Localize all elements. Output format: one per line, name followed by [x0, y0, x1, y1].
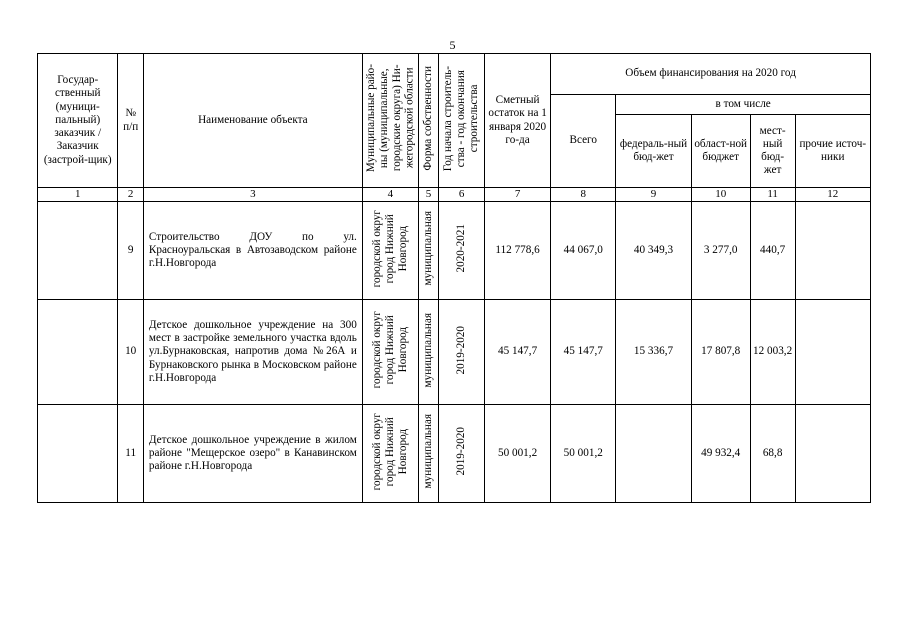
table-row [38, 299, 871, 404]
customer-cell [38, 299, 118, 404]
col-num: 10 [691, 188, 750, 202]
col-num: 5 [418, 188, 438, 202]
other-cell [795, 201, 870, 299]
header-funding: Объем финансирования на 2020 год [551, 54, 871, 95]
district-line: город Нижний [383, 315, 396, 385]
district-header-line: жегородской области [403, 68, 416, 169]
years-cell [439, 201, 485, 299]
district-cell [362, 201, 418, 299]
district-cell-text [371, 311, 410, 388]
years-cell-text: 2019-2020 [455, 325, 468, 375]
table-row [38, 201, 871, 299]
row-number: 11 [118, 404, 143, 502]
regional-cell: 3 277,0 [691, 201, 750, 299]
federal-cell: 40 349,3 [616, 201, 691, 299]
col-num: 9 [616, 188, 691, 202]
regional-cell: 49 932,4 [691, 404, 750, 502]
customer-cell [38, 201, 118, 299]
header-row-1 [38, 54, 871, 95]
district-header-line: Муниципальные райо- [364, 64, 377, 173]
header-object-name: Наименование объекта [143, 54, 362, 188]
header-customer: Государ-ственный (муници-пальный) заказчик / Заказчик (застрой-щик) [38, 54, 118, 188]
regional-cell: 17 807,8 [691, 299, 750, 404]
ownership-cell [418, 404, 438, 502]
district-line: городской округ [371, 311, 383, 389]
district-line: Новгород [396, 225, 409, 272]
years-cell-text: 2019-2020 [455, 427, 468, 476]
header-ownership-text: Форма собственности [422, 66, 435, 171]
years-header-line: строительства [468, 84, 481, 153]
col-num: 1 [38, 188, 118, 202]
col-num: 6 [439, 188, 485, 202]
header-federal: федераль-ный бюд-жет [616, 115, 691, 188]
header-district [362, 54, 418, 188]
object-name: Детское дошкольное учреждение в жилом районе "Мещерское озеро" в Канавинском районе г.Н.Новгорода [143, 404, 362, 502]
local-cell: 68,8 [750, 404, 795, 502]
years-cell-text: 2020-2021 [455, 224, 468, 273]
ownership-cell [418, 299, 438, 404]
other-cell [795, 404, 870, 502]
col-num: 2 [118, 188, 143, 202]
district-line: городской округ [371, 412, 383, 491]
total-cell: 44 067,0 [551, 201, 616, 299]
header-years-text [442, 66, 481, 171]
total-cell: 45 147,7 [551, 299, 616, 404]
ownership-cell-text: муниципальная [422, 414, 435, 489]
header-balance: Сметный остаток на 1 января 2020 го-да [484, 54, 550, 188]
ownership-cell-text: муниципальная [422, 312, 435, 388]
row-number: 9 [118, 201, 143, 299]
district-line: Новгород [396, 428, 409, 475]
col-num: 7 [484, 188, 550, 202]
years-cell [439, 404, 485, 502]
federal-cell [616, 404, 691, 502]
object-name: Строительство ДОУ по ул. Красноуральская в Автозаводском районе г.Н.Новгорода [143, 201, 362, 299]
page-number: 5 [449, 38, 456, 52]
district-cell-text [371, 210, 410, 287]
col-num: 12 [795, 188, 870, 202]
header-regional: област-ной бюджет [691, 115, 750, 188]
object-name: Детское дошкольное учреждение на 300 мест в застройке земельного участка вдоль ул.Бурнаковская, напротив дома №26А и Бурнаковского рынка в Московском районе г.Н.Новгорода [143, 299, 362, 404]
district-cell [362, 299, 418, 404]
district-line: Новгород [396, 327, 409, 373]
header-years [439, 54, 485, 188]
header-num: № п/п [118, 54, 143, 188]
federal-cell: 15 336,7 [616, 299, 691, 404]
header-ownership [418, 54, 438, 188]
district-line: город Нижний [383, 213, 396, 283]
district-header-line: городские округа) Ни- [390, 65, 403, 172]
header-other: прочие источ-ники [795, 115, 870, 188]
total-cell: 50 001,2 [551, 404, 616, 502]
district-header-line: ны (муниципальные, [377, 68, 390, 169]
financing-table [37, 53, 871, 503]
local-cell: 12 003,2 [750, 299, 795, 404]
district-line: город Нижний [383, 416, 396, 486]
ownership-cell-text: муниципальная [422, 211, 435, 286]
district-cell [362, 404, 418, 502]
col-num: 8 [551, 188, 616, 202]
col-num: 3 [143, 188, 362, 202]
header-district-text [365, 64, 417, 172]
years-cell [439, 299, 485, 404]
header-local: мест-ный бюд-жет [750, 115, 795, 188]
table-row [38, 404, 871, 502]
balance-cell: 50 001,2 [484, 404, 550, 502]
customer-cell [38, 404, 118, 502]
column-numbers-row [38, 188, 871, 202]
local-cell: 440,7 [750, 201, 795, 299]
balance-cell: 45 147,7 [484, 299, 550, 404]
other-cell [795, 299, 870, 404]
years-header-line: ства - год окончания [455, 69, 468, 167]
years-header-line: Год начала строитель- [442, 65, 455, 171]
col-num: 4 [362, 188, 418, 202]
header-including: в том числе [616, 95, 871, 115]
district-cell-text [371, 413, 410, 490]
balance-cell: 112 778,6 [484, 201, 550, 299]
row-number: 10 [118, 299, 143, 404]
header-total: Всего [551, 95, 616, 188]
ownership-cell [418, 201, 438, 299]
col-num: 11 [750, 188, 795, 202]
district-line: городской округ [371, 209, 383, 288]
